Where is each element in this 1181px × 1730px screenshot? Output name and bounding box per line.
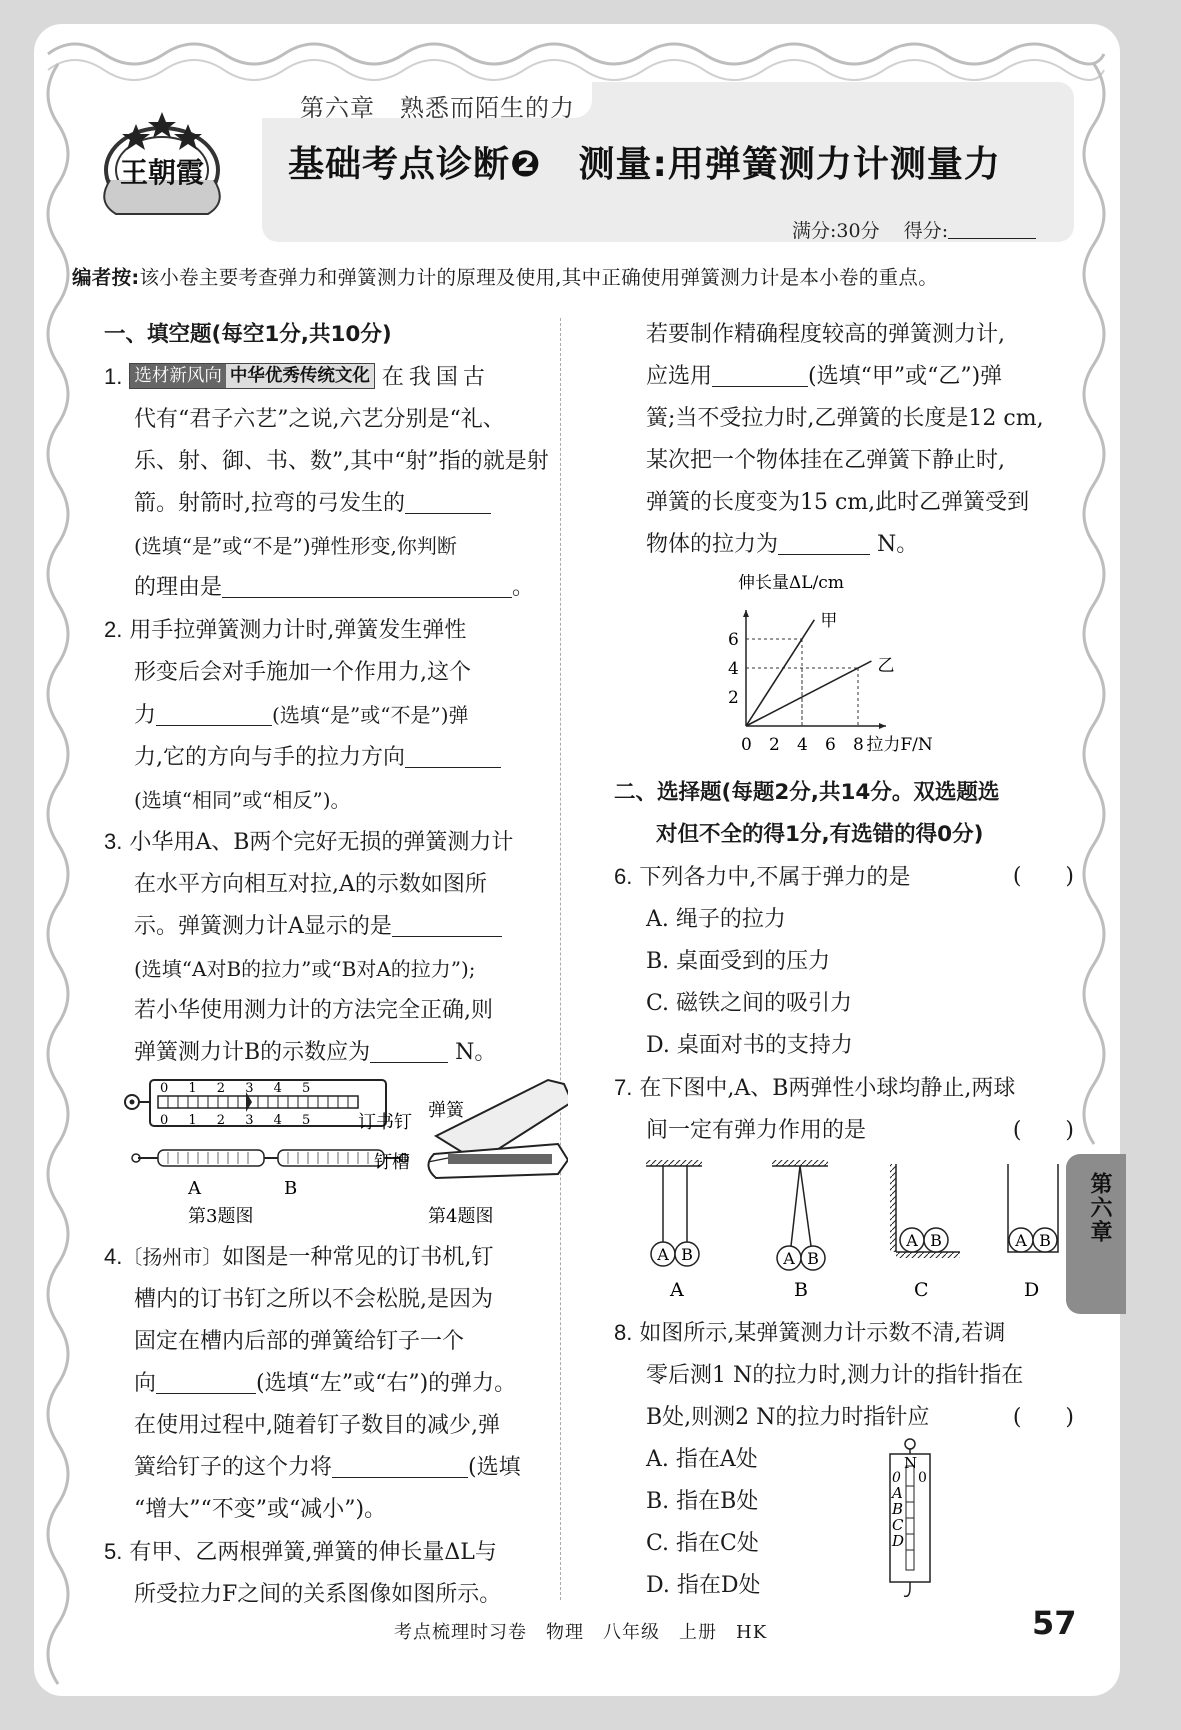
chart-x-tick-label: 4 xyxy=(797,735,808,755)
q3-line5: 若小华使用测力计的方法完全正确,则 xyxy=(134,998,493,1023)
chart-y-tick-label: 6 xyxy=(728,630,739,650)
chart-series-label: 乙 xyxy=(877,656,895,677)
q7b-ball-a: A xyxy=(783,1249,795,1268)
q1-tag1: 选材新风向 xyxy=(130,364,226,388)
q3-text6: 弹簧测力计B的示数应为 xyxy=(134,1040,371,1065)
q5-text1: 有甲、乙两根弹簧,弹簧的伸长量ΔL与 xyxy=(129,1540,497,1565)
q7-option-a-figure[interactable] xyxy=(646,1160,702,1301)
q4-line5: 在使用过程中,随着钉子数目的减少,弹 xyxy=(134,1413,500,1438)
fig4-label-staple: 订书钉 xyxy=(358,1112,412,1133)
q6-stem xyxy=(614,856,1074,899)
fig3-caption: 第3题图 xyxy=(188,1206,254,1227)
q5-chart xyxy=(710,574,970,760)
score-blank[interactable] xyxy=(948,212,1036,239)
q8-option-b[interactable]: B. 指在B处 xyxy=(646,1489,759,1514)
q1-line5: (选填“是”或“不是”)弹性形变,你判断 xyxy=(134,534,457,558)
fig3-scale-bottom: 0 1 2 3 4 5 xyxy=(160,1113,319,1128)
right-column-q8 xyxy=(614,1312,1074,1607)
q4-text6a: 簧给钉子的这个力将 xyxy=(134,1455,333,1480)
chapter-side-tab-label: 第六章 xyxy=(1087,1172,1112,1244)
chapter-title: 第六章 熟悉而陌生的力 xyxy=(300,95,575,122)
q5-line2: 所受拉力F之间的关系图像如图所示。 xyxy=(134,1582,502,1607)
q8-option-c[interactable]: C. 指在C处 xyxy=(646,1531,759,1556)
q5-text4b: (选填“甲”或“乙”)弹 xyxy=(808,364,1003,389)
q3-number: 3. xyxy=(104,829,123,854)
q2-text4: 力,它的方向与手的拉力方向 xyxy=(134,745,405,770)
q7-label-a: A xyxy=(670,1279,684,1301)
q8-line1 xyxy=(614,1312,1074,1355)
q4-line3: 固定在槽内后部的弹簧给钉子一个 xyxy=(134,1329,465,1354)
q6-number: 6. xyxy=(614,864,633,889)
q5-number: 5. xyxy=(104,1539,123,1564)
q1-number: 1. xyxy=(104,364,123,389)
q2-line3 xyxy=(104,694,558,737)
q5-line5: 簧;当不受拉力时,乙弹簧的长度是12 cm, xyxy=(646,406,1044,431)
q7a-ball-a: A xyxy=(657,1245,669,1264)
score-line xyxy=(792,212,1036,243)
q7-text1: 在下图中,A、B两弹性小球均静止,两球 xyxy=(639,1076,1016,1101)
chapter-side-tab xyxy=(1066,1154,1126,1314)
q4-line6 xyxy=(104,1447,558,1489)
q7-number: 7. xyxy=(614,1075,633,1100)
q7-label-b: B xyxy=(794,1279,808,1301)
q8-fig-letter-b: B xyxy=(892,1500,904,1518)
q4-text4a: 向 xyxy=(134,1371,157,1396)
q6-text: 下列各力中,不属于弹力的是 xyxy=(639,865,911,890)
chart-x-arrow xyxy=(879,723,886,729)
q4-blank2[interactable] xyxy=(332,1451,468,1478)
q7-figure xyxy=(640,1158,1080,1310)
q8-spring-scale-figure xyxy=(880,1438,940,1600)
q5-line8 xyxy=(614,524,1074,566)
q7-option-c-figure[interactable] xyxy=(890,1164,960,1301)
q8-fig-letter-c: C xyxy=(892,1516,904,1534)
section2-heading-line1: 二、选择题(每题2分,共14分。双选题选 xyxy=(614,780,1000,805)
q6-option-b[interactable]: B. 桌面受到的压力 xyxy=(646,949,831,974)
q7d-ball-b: B xyxy=(1039,1231,1051,1250)
q4-text4b: (选填“左”或“右”)的弹力。 xyxy=(256,1371,517,1396)
q2-line1 xyxy=(104,609,558,652)
q5-line1 xyxy=(104,1531,558,1574)
q2-text3b: (选填“是”或“不是”)弹 xyxy=(272,703,469,727)
chart-y-axis-label: 伸长量ΔL/cm xyxy=(738,574,844,593)
chart-x-tick-label: 2 xyxy=(769,735,780,755)
q7a-ball-b: B xyxy=(681,1245,693,1264)
q1-line2: 代有“君子六艺”之说,六艺分别是“礼、 xyxy=(134,407,505,432)
q7-line2 xyxy=(614,1110,1074,1152)
q1-period: 。 xyxy=(512,575,535,600)
q1-text1: 在我国古 xyxy=(381,365,490,390)
q3-line1 xyxy=(104,821,558,864)
left-column-lower xyxy=(104,1236,558,1616)
q3-blank1[interactable] xyxy=(392,910,502,937)
q4-line1 xyxy=(104,1236,558,1279)
q5-line6: 某次把一个物体挂在乙弹簧下静止时, xyxy=(646,448,1005,473)
section1-heading: 一、填空题(每空1分,共10分) xyxy=(104,322,392,347)
chart-y-tick-label: 4 xyxy=(728,659,739,679)
fig3-label-b: B xyxy=(284,1178,298,1199)
fig4-label-slot: 钉槽 xyxy=(374,1152,410,1173)
q2-blank1[interactable] xyxy=(156,699,272,726)
editor-note-label: 编者按: xyxy=(72,266,140,289)
q2-line4 xyxy=(104,737,558,779)
q1-line4 xyxy=(104,483,558,525)
q4-source: 〔扬州市〕 xyxy=(122,1245,223,1269)
q7d-ball-a: A xyxy=(1015,1231,1027,1250)
chart-series-line-0 xyxy=(746,620,814,726)
q4-line2: 槽内的订书钉之所以不会松脱,是因为 xyxy=(134,1287,493,1312)
fig3-label-a: A xyxy=(188,1178,201,1199)
q1-text4: 箭。射箭时,拉弯的弓发生的 xyxy=(134,491,405,516)
q5-unit: N。 xyxy=(877,532,919,557)
q5-line4 xyxy=(614,356,1074,398)
q4-blank1[interactable] xyxy=(156,1367,256,1394)
figures-3-4 xyxy=(118,1074,568,1234)
full-score: 满分:30分 xyxy=(792,220,880,242)
chart-x-tick-label: 8 xyxy=(853,735,864,755)
publisher-logo xyxy=(102,102,232,222)
q8-text3: B处,则测2 N的拉力时指针应 xyxy=(646,1405,930,1430)
q8-line3 xyxy=(614,1397,1074,1439)
score-label: 得分: xyxy=(903,220,949,242)
q8-fig-zero-right: 0 xyxy=(918,1470,927,1486)
q6-option-c[interactable]: C. 磁铁之间的吸引力 xyxy=(646,991,853,1016)
q3-line3 xyxy=(104,906,558,948)
fig3-scale-top: 0 1 2 3 4 5 xyxy=(160,1081,319,1096)
q2-blank2[interactable] xyxy=(405,741,501,768)
chart-series-label: 甲 xyxy=(820,610,838,631)
fig4-label-spring: 弹簧 xyxy=(428,1100,464,1121)
q7-label-c: C xyxy=(914,1279,929,1301)
fig4-stapler xyxy=(358,1080,568,1227)
q4-number: 4. xyxy=(104,1244,123,1269)
q1-line3: 乐、射、御、书、数”,其中“射”指的就是射 xyxy=(134,449,549,474)
page-title: 基础考点诊断❷ 测量:用弹簧测力计测量力 xyxy=(288,144,1001,185)
page-number: 57 xyxy=(1032,1604,1077,1642)
q4-line4 xyxy=(104,1363,558,1405)
chart-y-tick-label: 2 xyxy=(728,688,739,708)
q6-answer-paren[interactable]: ( ) xyxy=(1012,864,1074,889)
q7c-ball-a: A xyxy=(906,1231,918,1250)
q8-text1: 如图所示,某弹簧测力计示数不清,若调 xyxy=(639,1321,1006,1346)
q8-option-d[interactable]: D. 指在D处 xyxy=(646,1573,761,1598)
chart-x-tick-label: 0 xyxy=(741,735,752,755)
q3-text1: 小华用A、B两个完好无损的弹簧测力计 xyxy=(129,830,514,855)
q1-blank1[interactable] xyxy=(405,487,491,514)
q6-option-d[interactable]: D. 桌面对书的支持力 xyxy=(646,1033,853,1058)
q8-line2: 零后测1 N的拉力时,测力计的指针指在 xyxy=(646,1363,1024,1388)
q3-line6 xyxy=(104,1032,558,1074)
editor-note-text: 该小卷主要考查弹力和弹簧测力计的原理及使用,其中正确使用弹簧测力计是本小卷的重点。 xyxy=(139,266,938,289)
q3-line4: (选填“A对B的拉力”或“B对A的拉力”); xyxy=(134,957,476,981)
q1-blank2[interactable] xyxy=(222,571,512,598)
page-header xyxy=(72,82,1074,244)
q4-line7: “增大”“不变”或“减小”)。 xyxy=(134,1497,387,1522)
q1-line6 xyxy=(104,567,558,609)
right-column xyxy=(614,314,1074,566)
q5-text8a: 物体的拉力为 xyxy=(646,532,779,557)
chart-y-arrow xyxy=(743,610,749,617)
left-column xyxy=(104,314,558,1074)
q5-blank1[interactable] xyxy=(712,360,808,387)
q3-line2: 在水平方向相互对拉,A的示数如图所 xyxy=(134,872,487,897)
q8-fig-zero: 0 xyxy=(892,1470,901,1486)
q7-label-d: D xyxy=(1024,1279,1040,1301)
q5-line3: 若要制作精确程度较高的弹簧测力计, xyxy=(646,322,1005,347)
q2-number: 2. xyxy=(104,617,123,642)
q8-number: 8. xyxy=(614,1320,633,1345)
q1-line1 xyxy=(104,356,558,399)
q7-option-d-figure[interactable] xyxy=(1008,1164,1058,1301)
column-divider xyxy=(560,318,561,1600)
fig4-caption: 第4题图 xyxy=(428,1206,494,1227)
section2-heading-line2: 对但不全的得1分,有选错的得0分) xyxy=(656,822,984,847)
q7-line1 xyxy=(614,1067,1074,1110)
q5-line7: 弹簧的长度变为15 cm,此时乙弹簧受到 xyxy=(646,490,1030,515)
q2-line2: 形变后会对手施加一个作用力,这个 xyxy=(134,660,471,685)
fig3-spring-scales xyxy=(125,1080,408,1227)
q1-tag xyxy=(129,363,375,389)
footer-text: 考点梳理时习卷 物理 八年级 上册 HK xyxy=(394,1622,768,1643)
right-column-section2 xyxy=(614,772,1074,1152)
q1-tag2: 中华优秀传统文化 xyxy=(226,364,374,388)
q5-text4a: 应选用 xyxy=(646,364,713,389)
q5-blank2[interactable] xyxy=(778,528,870,555)
q3-unit: N。 xyxy=(455,1040,497,1065)
q8-answer-paren[interactable]: ( ) xyxy=(1012,1405,1074,1430)
q7b-ball-b: B xyxy=(807,1249,819,1268)
q4-text6b: (选填 xyxy=(468,1455,521,1480)
q8-fig-letter-a: A xyxy=(892,1484,903,1502)
q2-text3a: 力 xyxy=(134,703,157,728)
q8-fig-n: N xyxy=(904,1454,918,1472)
chart-x-axis-label: 拉力F/N xyxy=(866,735,933,755)
q7-option-b-figure[interactable] xyxy=(772,1160,828,1301)
q8-option-a[interactable]: A. 指在A处 xyxy=(646,1447,758,1472)
q7c-ball-b: B xyxy=(930,1231,942,1250)
chart-x-tick-label: 6 xyxy=(825,735,836,755)
editor-note xyxy=(72,262,938,290)
q7-answer-paren[interactable]: ( ) xyxy=(1012,1118,1074,1143)
q2-text1: 用手拉弹簧测力计时,弹簧发生弹性 xyxy=(129,618,467,643)
q3-text3: 示。弹簧测力计A显示的是 xyxy=(134,914,392,939)
chart-series-line-1 xyxy=(746,661,871,726)
q6-option-a[interactable]: A. 绳子的拉力 xyxy=(646,907,786,932)
q8-fig-letter-d: D xyxy=(892,1532,905,1550)
q2-line5: (选填“相同”或“相反”)。 xyxy=(134,788,351,812)
q3-blank2[interactable] xyxy=(370,1036,448,1063)
q1-text6: 的理由是 xyxy=(134,575,223,600)
q4-text1: 如图是一种常见的订书机,钉 xyxy=(222,1245,494,1270)
q7-text2: 间一定有弹力作用的是 xyxy=(646,1118,867,1143)
logo-text: 王朝霞 xyxy=(119,156,205,189)
